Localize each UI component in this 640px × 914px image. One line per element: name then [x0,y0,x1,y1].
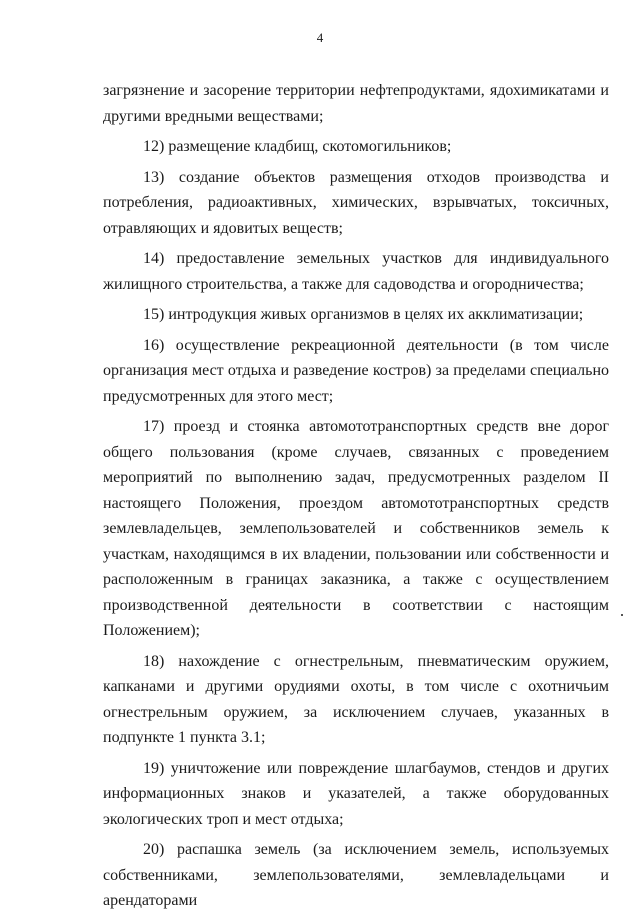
document-body [103,78,609,914]
paragraph-item-20: 20) распашка земель (за исключением земель, используемых собственниками, землепользователями, землевладельцами и арендаторами [103,841,609,909]
paragraph-item-16: 16) осуществление рекреационной деятельности (в том числе организация мест отдыха и разведение костров) за пределами специально предусмотренных для этого мест; [103,336,609,405]
margin-dot [621,614,623,616]
page-number: 4 [316,30,324,45]
paragraph-item-18: 18) нахождение с огнестрельным, пневматическим оружием, капканами и другими орудиями охоты, в том числе с охотничьим огнестрельным оружием, за исключением случаев, указанных в подпункте 1 пункта 3.1; [103,652,609,746]
paragraph-item-15: 15) интродукция живых организмов в целях их акклиматизации; [143,306,584,323]
paragraph-continuation: загрязнение и засорение территории нефтепродуктами, ядохимикатами и другими вредными веществами; [103,82,609,125]
paragraph-item-13: 13) создание объектов размещения отходов производства и потребления, радиоактивных, химических, взрывчатых, токсичных, отравляющих и ядовитых веществ; [103,168,609,237]
paragraph-item-19: 19) уничтожение или повреждение шлагбаумов, стендов и других информационных знаков и указателей, а также оборудованных экологических троп и мест отдыха; [103,759,609,828]
paragraph-item-12: 12) размещение кладбищ, скотомогильников; [143,138,452,155]
paragraph-item-14: 14) предоставление земельных участков для индивидуального жилищного строительства, а также для садоводства и огородничества; [103,250,609,293]
paragraph-item-17: 17) проезд и стоянка автомототранспортных средств вне дорог общего пользования (кроме случаев, связанных с проведением мероприятий по выполнению задач, предусмотренных разделом II настоящего Положения, проездом автомототранспортных средств землевладельцев, землепользователей и собственников земель к участкам, находящимся в их владении, пользовании или собственности и расположенным в границах заказника, а также с осуществлением производственной деятельности в соответствии с настоящим Положением); [103,418,609,639]
